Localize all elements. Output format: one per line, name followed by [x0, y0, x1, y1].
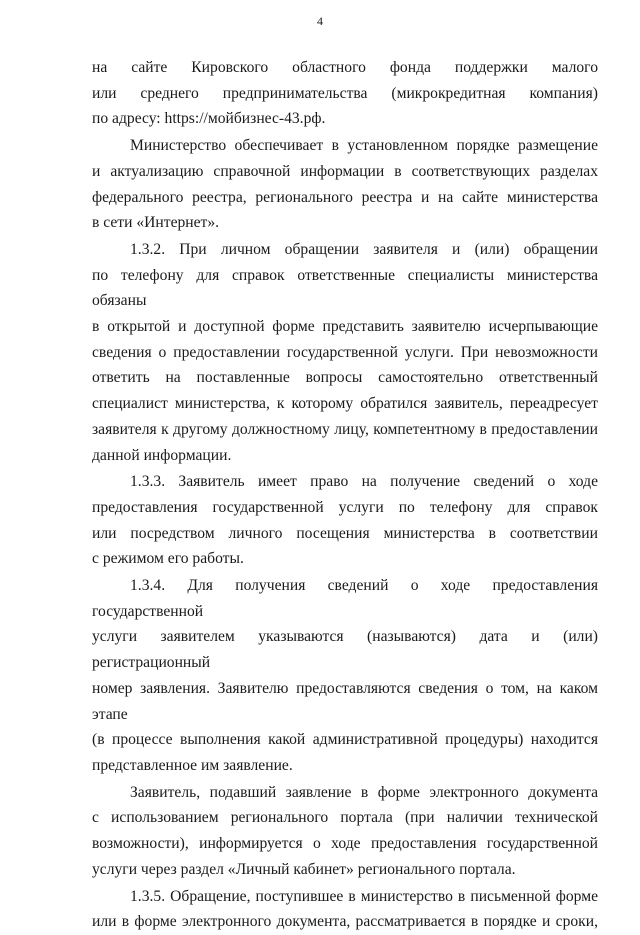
text-line: федерального реестра, регионального реестра и на сайте министерства [92, 188, 598, 206]
text-line: или среднего предпринимательства (микрокредитная компания) [92, 84, 598, 102]
text-line: 1.3.2. При личном обращении заявителя и (или) обращении [130, 240, 598, 258]
text-line: услуги через раздел «Личный кабинет» регионального портала. [92, 860, 516, 878]
text-line: 1.3.4. Для получения сведений о ходе предоставления государственной [92, 577, 598, 620]
text-line: номер заявления. Заявителю предоставляются сведения о том, на каком этапе [92, 679, 598, 723]
paragraph-1-3-4 [92, 573, 598, 779]
text-line: заявителя к другому должностному лицу, компетентному в предоставлении [92, 420, 598, 438]
text-line: услуги заявителем указываются (называются) дата и (или) регистрационный [92, 628, 598, 672]
paragraph-applicant-portal [92, 780, 598, 883]
paragraph-1-3-3 [92, 469, 598, 572]
text-line: с использованием регионального портала (при наличии технической [92, 809, 598, 827]
text-line: в сети «Интернет». [92, 214, 220, 232]
text-line: 1.3.3. Заявитель имеет право на получение сведений о ходе [130, 473, 598, 491]
text-line: в открытой и доступной форме представить заявителю исчерпывающие [92, 318, 598, 336]
paragraph-1 [92, 55, 598, 132]
document-body [92, 55, 598, 935]
text-line: с режимом его работы. [92, 550, 244, 568]
page-number: 4 [317, 14, 323, 28]
paragraph-2 [92, 133, 598, 236]
text-line: представленное им заявление. [92, 756, 293, 774]
text-line: на сайте Кировского областного фонда поддержки малого [92, 59, 598, 76]
paragraph-1-3-2 [92, 237, 598, 468]
text-line: данной информации. [92, 446, 232, 464]
text-line: Заявитель, подавший заявление в форме электронного документа [130, 783, 598, 801]
text-line: Министерство обеспечивает в установленном порядке размещение [130, 137, 598, 155]
text-line: ответить на поставленные вопросы самостоятельно ответственный [92, 369, 598, 387]
text-line: 1.3.5. Обращение, поступившее в министерство в письменной форме [130, 887, 598, 905]
text-line: и актуализацию справочной информации в соответствующих разделах [92, 162, 598, 180]
paragraph-1-3-5 [92, 884, 598, 935]
text-line: по телефону для справок ответственные специалисты министерства обязаны [92, 266, 598, 310]
text-line: сведения о предоставлении государственной услуги. При невозможности [92, 343, 598, 361]
text-line: специалист министерства, к которому обратился заявитель, переадресует [92, 395, 598, 413]
text-line: предоставления государственной услуги по телефону для справок [92, 498, 598, 516]
text-line: или в форме электронного документа, рассматривается в порядке и сроки, [92, 913, 598, 931]
text-line: (в процессе выполнения какой административной процедуры) находится [92, 731, 598, 749]
text-line: по адресу: https://мойбизнес-43.рф. [92, 110, 326, 128]
text-line: возможности), информируется о ходе предоставления государственной [92, 835, 598, 853]
text-line: или посредством личного посещения министерства в соответствии [92, 524, 598, 542]
